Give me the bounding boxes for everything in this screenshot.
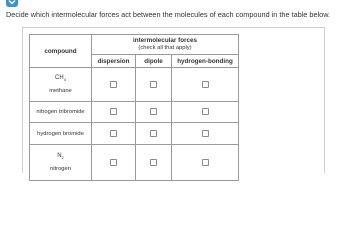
- forces-header: [92, 35, 239, 55]
- dipole-cell: [136, 68, 172, 102]
- table-row: [30, 123, 239, 145]
- forces-header-title: intermolecular forces: [132, 37, 198, 44]
- compound-header: compound: [30, 35, 92, 68]
- intermolecular-forces-table: [29, 34, 239, 181]
- compound-name: hydrogen bromide: [30, 123, 92, 145]
- dispersion-cell: [92, 123, 136, 145]
- dipole-cell: [136, 102, 172, 123]
- compound-cell: [30, 145, 92, 181]
- hydrogen-bonding-cell: [172, 145, 239, 181]
- table-row: [30, 145, 239, 181]
- dispersion-cell: [92, 68, 136, 102]
- hydrogen-bonding-checkbox[interactable]: [202, 81, 209, 88]
- dispersion-checkbox[interactable]: [110, 81, 117, 88]
- hydrogen-bonding-checkbox[interactable]: [202, 130, 209, 137]
- collapse-button[interactable]: [6, 0, 18, 7]
- table-row: [30, 102, 239, 123]
- compound-formula: $CH_4$: [55, 74, 66, 83]
- dipole-checkbox[interactable]: [150, 108, 157, 115]
- hydrogen-bonding-cell: [172, 102, 239, 123]
- hydrogen-bonding-checkbox[interactable]: [202, 108, 209, 115]
- hydrogen-bonding-cell: [172, 123, 239, 145]
- dipole-cell: [136, 145, 172, 181]
- table-row: [30, 68, 239, 102]
- question-prompt: Decide which intermolecular forces act between the molecules of each compound in the table below.: [6, 10, 331, 19]
- dipole-checkbox[interactable]: [150, 130, 157, 137]
- column-dipole: dipole: [136, 55, 172, 68]
- dipole-checkbox[interactable]: [150, 81, 157, 88]
- dispersion-checkbox[interactable]: [110, 130, 117, 137]
- dispersion-checkbox[interactable]: [110, 108, 117, 115]
- dispersion-checkbox[interactable]: [110, 159, 117, 166]
- hydrogen-bonding-checkbox[interactable]: [202, 159, 209, 166]
- hydrogen-bonding-cell: [172, 68, 239, 102]
- dipole-cell: [136, 123, 172, 145]
- compound-name: nitrogen tribromide: [30, 102, 92, 123]
- compound-name: nitrogen: [50, 166, 71, 173]
- chevron-down-icon: [8, 0, 16, 5]
- forces-header-note: (check all that apply): [138, 45, 192, 51]
- dipole-checkbox[interactable]: [150, 159, 157, 166]
- compound-name: methane: [49, 88, 72, 95]
- column-hydrogen-bonding: hydrogen-bonding: [172, 55, 239, 68]
- top-bar: [0, 0, 350, 9]
- compound-cell: [30, 68, 92, 102]
- dispersion-cell: [92, 102, 136, 123]
- dispersion-cell: [92, 145, 136, 181]
- compound-formula: $N_2$: [57, 152, 64, 161]
- column-dispersion: dispersion: [92, 55, 136, 68]
